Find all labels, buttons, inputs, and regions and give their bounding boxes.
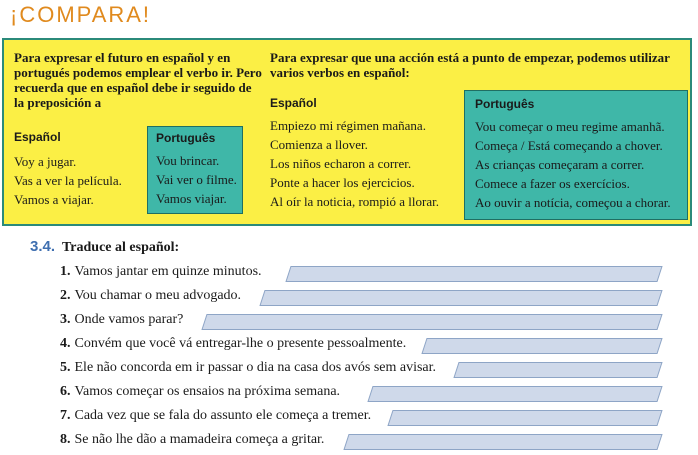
exercise-item-1: 1. Vamos jantar em quinze minutos. <box>60 264 262 279</box>
list-item: Ao ouvir a notícia, começou a chorar. <box>475 195 671 210</box>
right-pt-box <box>464 90 688 220</box>
list-item: Vas a ver la película. <box>14 173 122 188</box>
list-item: Começa / Está começando a chover. <box>475 138 663 153</box>
answer-blank-5[interactable] <box>453 362 662 378</box>
exercise-item-8: 8. Se não lhe dão a mamadeira começa a gritar. <box>60 432 325 447</box>
exercise-item-5: 5. Ele não concorda em ir passar o dia na casa dos avós sem avisar. <box>60 360 437 375</box>
exercise-item-3: 3. Onde vamos parar? <box>60 312 184 327</box>
list-item: Empiezo mi régimen mañana. <box>270 118 426 133</box>
right-pt-header: Português <box>475 97 535 111</box>
list-item: Vai ver o filme. <box>156 172 237 187</box>
list-item: Comienza a llover. <box>270 137 368 152</box>
start-explanation: Para expresar que una acción está a punto de empezar, podemos utilizar varios verbos en español: <box>270 50 670 80</box>
list-item: Comece a fazer os exercícios. <box>475 176 630 191</box>
exercise-item-4: 4. Convém que você vá entregar-lhe o presente pessoalmente. <box>60 336 407 351</box>
future-explanation: Para expresar el futuro en español y en portugués podemos emplear el verbo ir. Pero recuerda que en español debe ir seguido de la preposición a <box>14 50 262 110</box>
answer-blank-4[interactable] <box>421 338 662 354</box>
left-es-header: Español <box>14 130 61 144</box>
answer-blank-6[interactable] <box>367 386 662 402</box>
answer-blank-8[interactable] <box>343 434 662 450</box>
list-item: Ponte a hacer los ejercicios. <box>270 175 415 190</box>
left-pt-list <box>156 151 237 208</box>
answer-blank-1[interactable] <box>285 266 662 282</box>
list-item: Los niños echaron a correr. <box>270 156 412 171</box>
answer-blank-7[interactable] <box>387 410 662 426</box>
answer-blank-2[interactable] <box>259 290 662 306</box>
left-pt-header: Português <box>156 131 216 145</box>
exercise-number: 3.4. <box>30 238 56 255</box>
answer-blank-3[interactable] <box>201 314 662 330</box>
list-item: Voy a jugar. <box>14 154 77 169</box>
right-es-header: Español <box>270 96 317 110</box>
right-es-list <box>270 116 439 211</box>
list-item: Al oír la noticia, rompió a llorar. <box>270 194 439 209</box>
left-es-list <box>14 152 122 209</box>
exercise-instruction: Traduce al español: <box>62 240 180 255</box>
list-item: As crianças começaram a correr. <box>475 157 645 172</box>
list-item: Vou começar o meu regime amanhã. <box>475 119 665 134</box>
list-item: Vou brincar. <box>156 153 220 168</box>
grammar-box <box>2 38 692 226</box>
list-item: Vamos viajar. <box>156 191 227 206</box>
list-item: Vamos a viajar. <box>14 192 94 207</box>
left-pt-box <box>147 126 243 214</box>
exercise-item-7: 7. Cada vez que se fala do assunto ele começa a tremer. <box>60 408 372 423</box>
exercise-item-2: 2. Vou chamar o meu advogado. <box>60 288 242 303</box>
exercise-item-6: 6. Vamos começar os ensaios na próxima semana. <box>60 384 341 399</box>
right-pt-list <box>475 117 671 212</box>
page-title: ¡COMPARA! <box>10 2 152 27</box>
